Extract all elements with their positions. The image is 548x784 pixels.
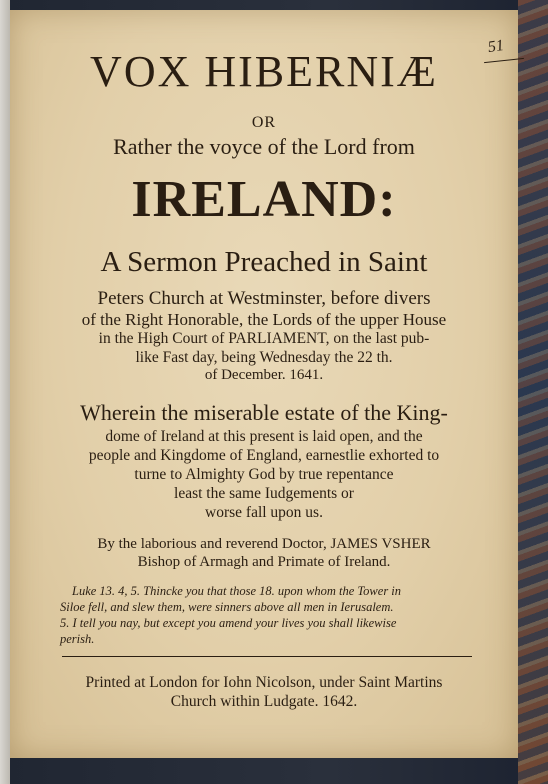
wherein-line-1: Wherein the miserable estate of the King- — [80, 400, 448, 425]
page-edge — [0, 0, 10, 784]
marbled-endpaper — [518, 0, 548, 784]
sermon-line-3: in the High Court of PARLIAMENT, on the last pub- — [98, 330, 430, 347]
author-line-2: Bishop of Armagh and Primate of Ireland. — [137, 554, 391, 570]
or-line: OR — [251, 114, 277, 131]
sermon-line-4: like Fast day, being Wednesday the 22 th. — [135, 349, 393, 366]
title-page — [10, 10, 518, 758]
sermon-line-2: of the Right Honorable, the Lords of the upper House — [81, 310, 447, 329]
wherein-line-5: least the same Iudgements or — [174, 485, 354, 502]
imprint-line-1: Printed at London for Iohn Nicolson, under Saint Martins — [85, 674, 443, 691]
wherein-line-6: worse fall upon us. — [205, 504, 323, 521]
quote-line-4: perish. — [60, 632, 95, 646]
wherein-line-4: turne to Almighty God by true repentance — [134, 466, 394, 483]
imprint-line-2: Church within Ludgate. 1642. — [170, 693, 358, 710]
ireland-heading: IRELAND: — [131, 171, 397, 228]
handwritten-mark: 51 — [486, 36, 506, 57]
author-line-1: By the laborious and reverend Doctor, JAMES VSHER — [97, 536, 431, 552]
subtitle: Rather the voyce of the Lord from — [113, 134, 415, 159]
sermon-line-5: of December. 1641. — [204, 367, 324, 383]
quote-line-1: Luke 13. 4, 5. Thincke you that those 18. upon whom the Tower in — [72, 584, 402, 598]
quote-line-3: 5. I tell you nay, but except you amend your lives you shall likewise — [60, 616, 397, 630]
wherein-line-3: people and Kingdome of England, earnestlie exhorted to — [88, 447, 440, 464]
quote-line-2: Siloe fell, and slew them, were sinners above all men in Ierusalem. — [60, 600, 394, 614]
sermon-heading: A Sermon Preached in Saint — [100, 246, 428, 278]
sermon-line-1: Peters Church at Westminster, before divers — [97, 288, 431, 309]
wherein-line-2: dome of Ireland at this present is laid open, and the — [105, 428, 423, 445]
imprint-rule — [62, 656, 472, 657]
main-title: VOX HIBERNIÆ — [90, 47, 438, 96]
